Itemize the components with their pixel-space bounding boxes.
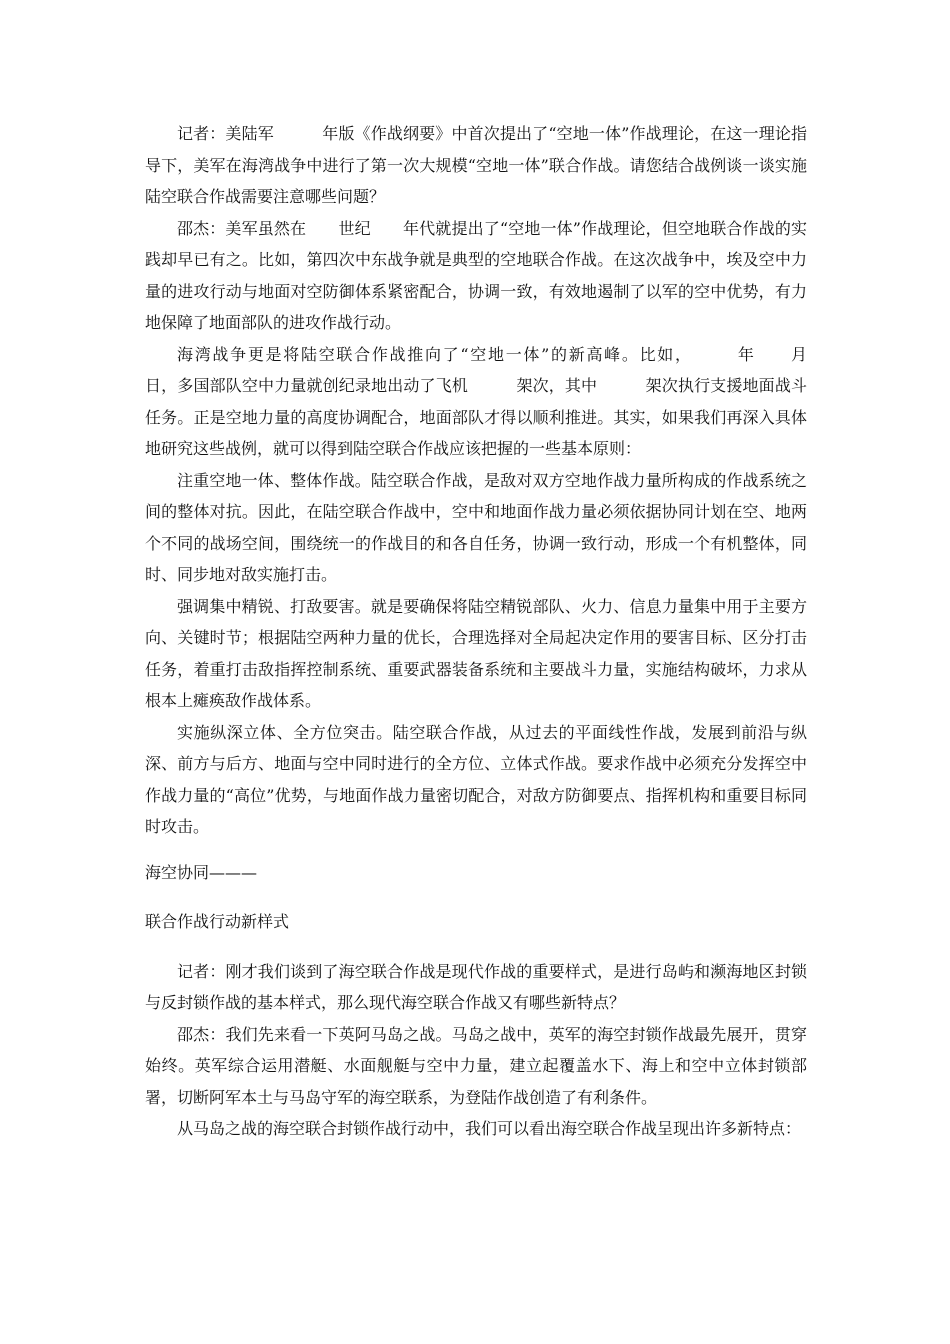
paragraph-gulf-war: 海湾战争更是将陆空联合作战推向了“空地一体”的新高峰。比如， 年 月 日，多国部队空中力量就创纪录地出动了飞机 架次，其中 架次执行支援地面战斗任务。正是空地力量的高度协调配合，地面部队才得以顺利推进。其实，如果我们再深入具体地研究这些战例，就可以得到陆空联合作战应该把握的一些基本原则：: [145, 344, 840, 458]
paragraph-shaojie-answer-2: 邵杰：我们先来看一下英阿马岛之战。马岛之战中，英军的海空封锁作战最先展开，贯穿始终。英军综合运用潜艇、水面舰艇与空中力量，建立起覆盖水下、海上和空中立体封锁部署，切断阿军本土与马岛守军的海空联系，为登陆作战创造了有利条件。: [145, 1024, 807, 1107]
section-heading-line2: 联合作战行动新样式: [145, 912, 290, 931]
article-body: [145, 118, 840, 1145]
paragraph-shaojie-answer-1: 邵杰：美军虽然在 世纪 年代就提出了“空地一体”作战理论，但空地联合作战的实践却早已有之。比如，第四次中东战争就是典型的空地联合作战。在这次战争中，埃及空中力量的进攻行动与地面对空防御体系紧密配合，协调一致，有效地遏制了以军的空中优势，有力地保障了地面部队的进攻作战行动。: [145, 218, 807, 332]
paragraph-reporter-question-2: 记者：刚才我们谈到了海空联合作战是现代作战的重要样式，是进行岛屿和濒海地区封锁与反封锁作战的基本样式，那么现代海空联合作战又有哪些新特点？: [145, 961, 807, 1012]
paragraph-principle-integrated: 注重空地一体、整体作战。陆空联合作战，是敌对双方空地作战力量所构成的作战系统之间的整体对抗。因此，在陆空联合作战中，空中和地面作战力量必须依据协同计划在空、地两个不同的战场空间，围绕统一的作战目的和各自任务，协调一致行动，形成一个有机整体，同时、同步地对敌实施打击。: [145, 470, 807, 584]
paragraph-new-features: 从马岛之战的海空联合封锁作战行动中，我们可以看出海空联合作战呈现出许多新特点：: [177, 1119, 802, 1138]
paragraph-principle-concentrate: 强调集中精锐、打敌要害。就是要确保将陆空精锐部队、火力、信息力量集中用于主要方向、关键时节；根据陆空两种力量的优长，合理选择对全局起决定作用的要害目标、区分打击任务，着重打击敌指挥控制系统、重要武器装备系统和主要战斗力量，实施结构破坏，力求从根本上瘫痪敌作战体系。: [145, 596, 807, 710]
paragraph-reporter-question-1: 记者：美陆军 年版《作战纲要》中首次提出了“空地一体”作战理论，在这一理论指导下，美军在海湾战争中进行了第一次大规模“空地一体”联合作战。请您结合战例谈一谈实施陆空联合作战需要注意哪些问题？: [145, 124, 807, 206]
section-heading-line1: 海空协同———: [145, 862, 258, 882]
paragraph-principle-depth: 实施纵深立体、全方位突击。陆空联合作战，从过去的平面线性作战，发展到前沿与纵深、前方与后方、地面与空中同时进行的全方位、立体式作战。要求作战中必须充分发挥空中作战力量的“高位”优势，与地面作战力量密切配合，对敌方防御要点、指挥机构和重要目标同时攻击。: [145, 722, 807, 836]
